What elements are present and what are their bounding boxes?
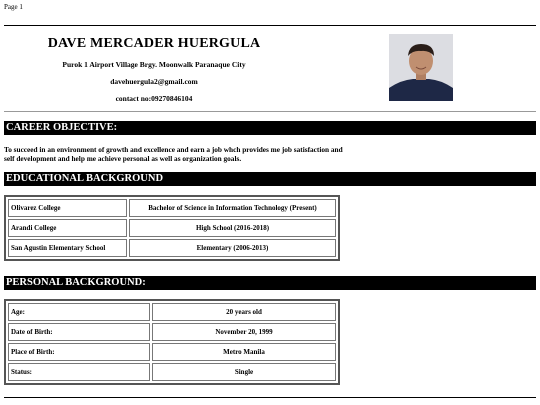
career-objective-text	[4, 145, 384, 164]
school-cell: Arandi College	[8, 219, 127, 237]
table-row	[8, 343, 336, 361]
applicant-name: DAVE MERCADER HUERGULA	[47, 36, 261, 51]
contact-number: contact no:09270846104	[115, 94, 193, 103]
school-cell: San Agustin Elementary School	[8, 239, 127, 257]
top-rule	[4, 25, 536, 26]
table-row	[8, 219, 336, 237]
table-row	[8, 199, 336, 217]
career-objective-heading: CAREER OBJECTIVE:	[4, 121, 536, 135]
field-value: November 20, 1999	[152, 323, 336, 341]
personal-background-heading: PERSONAL BACKGROUND:	[4, 276, 536, 290]
field-value: Single	[152, 363, 336, 381]
field-label: Date of Birth:	[8, 323, 150, 341]
field-label: Place of Birth:	[8, 343, 150, 361]
level-cell: High School (2016-2018)	[129, 219, 336, 237]
level-cell: Bachelor of Science in Information Technology (Present)	[129, 199, 336, 217]
objective-line: self development and help me achieve personal as well as organization goals.	[4, 154, 242, 164]
field-value: 20 years old	[152, 303, 336, 321]
table-row	[8, 363, 336, 381]
education-heading: EDUCATIONAL BACKGROUND	[4, 172, 536, 186]
school-cell: Olivarez College	[8, 199, 127, 217]
personal-table	[4, 299, 340, 385]
objective-line: To succeed in an environment of growth and excellence and earn a job whch provides me job satisfaction and	[4, 145, 343, 154]
email: davehuergula2@gmail.com	[110, 77, 198, 86]
field-label: Age:	[8, 303, 150, 321]
table-row	[8, 323, 336, 341]
level-cell: Elementary (2006-2013)	[129, 239, 336, 257]
address: Purok 1 Airport Village Brgy. Moonwalk Paranaque City	[62, 60, 246, 69]
header-divider	[4, 111, 536, 112]
field-label: Status:	[8, 363, 150, 381]
profile-photo	[389, 34, 453, 101]
table-row	[8, 303, 336, 321]
education-table	[4, 195, 340, 261]
table-row	[8, 239, 336, 257]
bottom-rule	[4, 397, 536, 398]
field-value: Metro Manila	[152, 343, 336, 361]
page-number: Page 1	[4, 3, 23, 11]
